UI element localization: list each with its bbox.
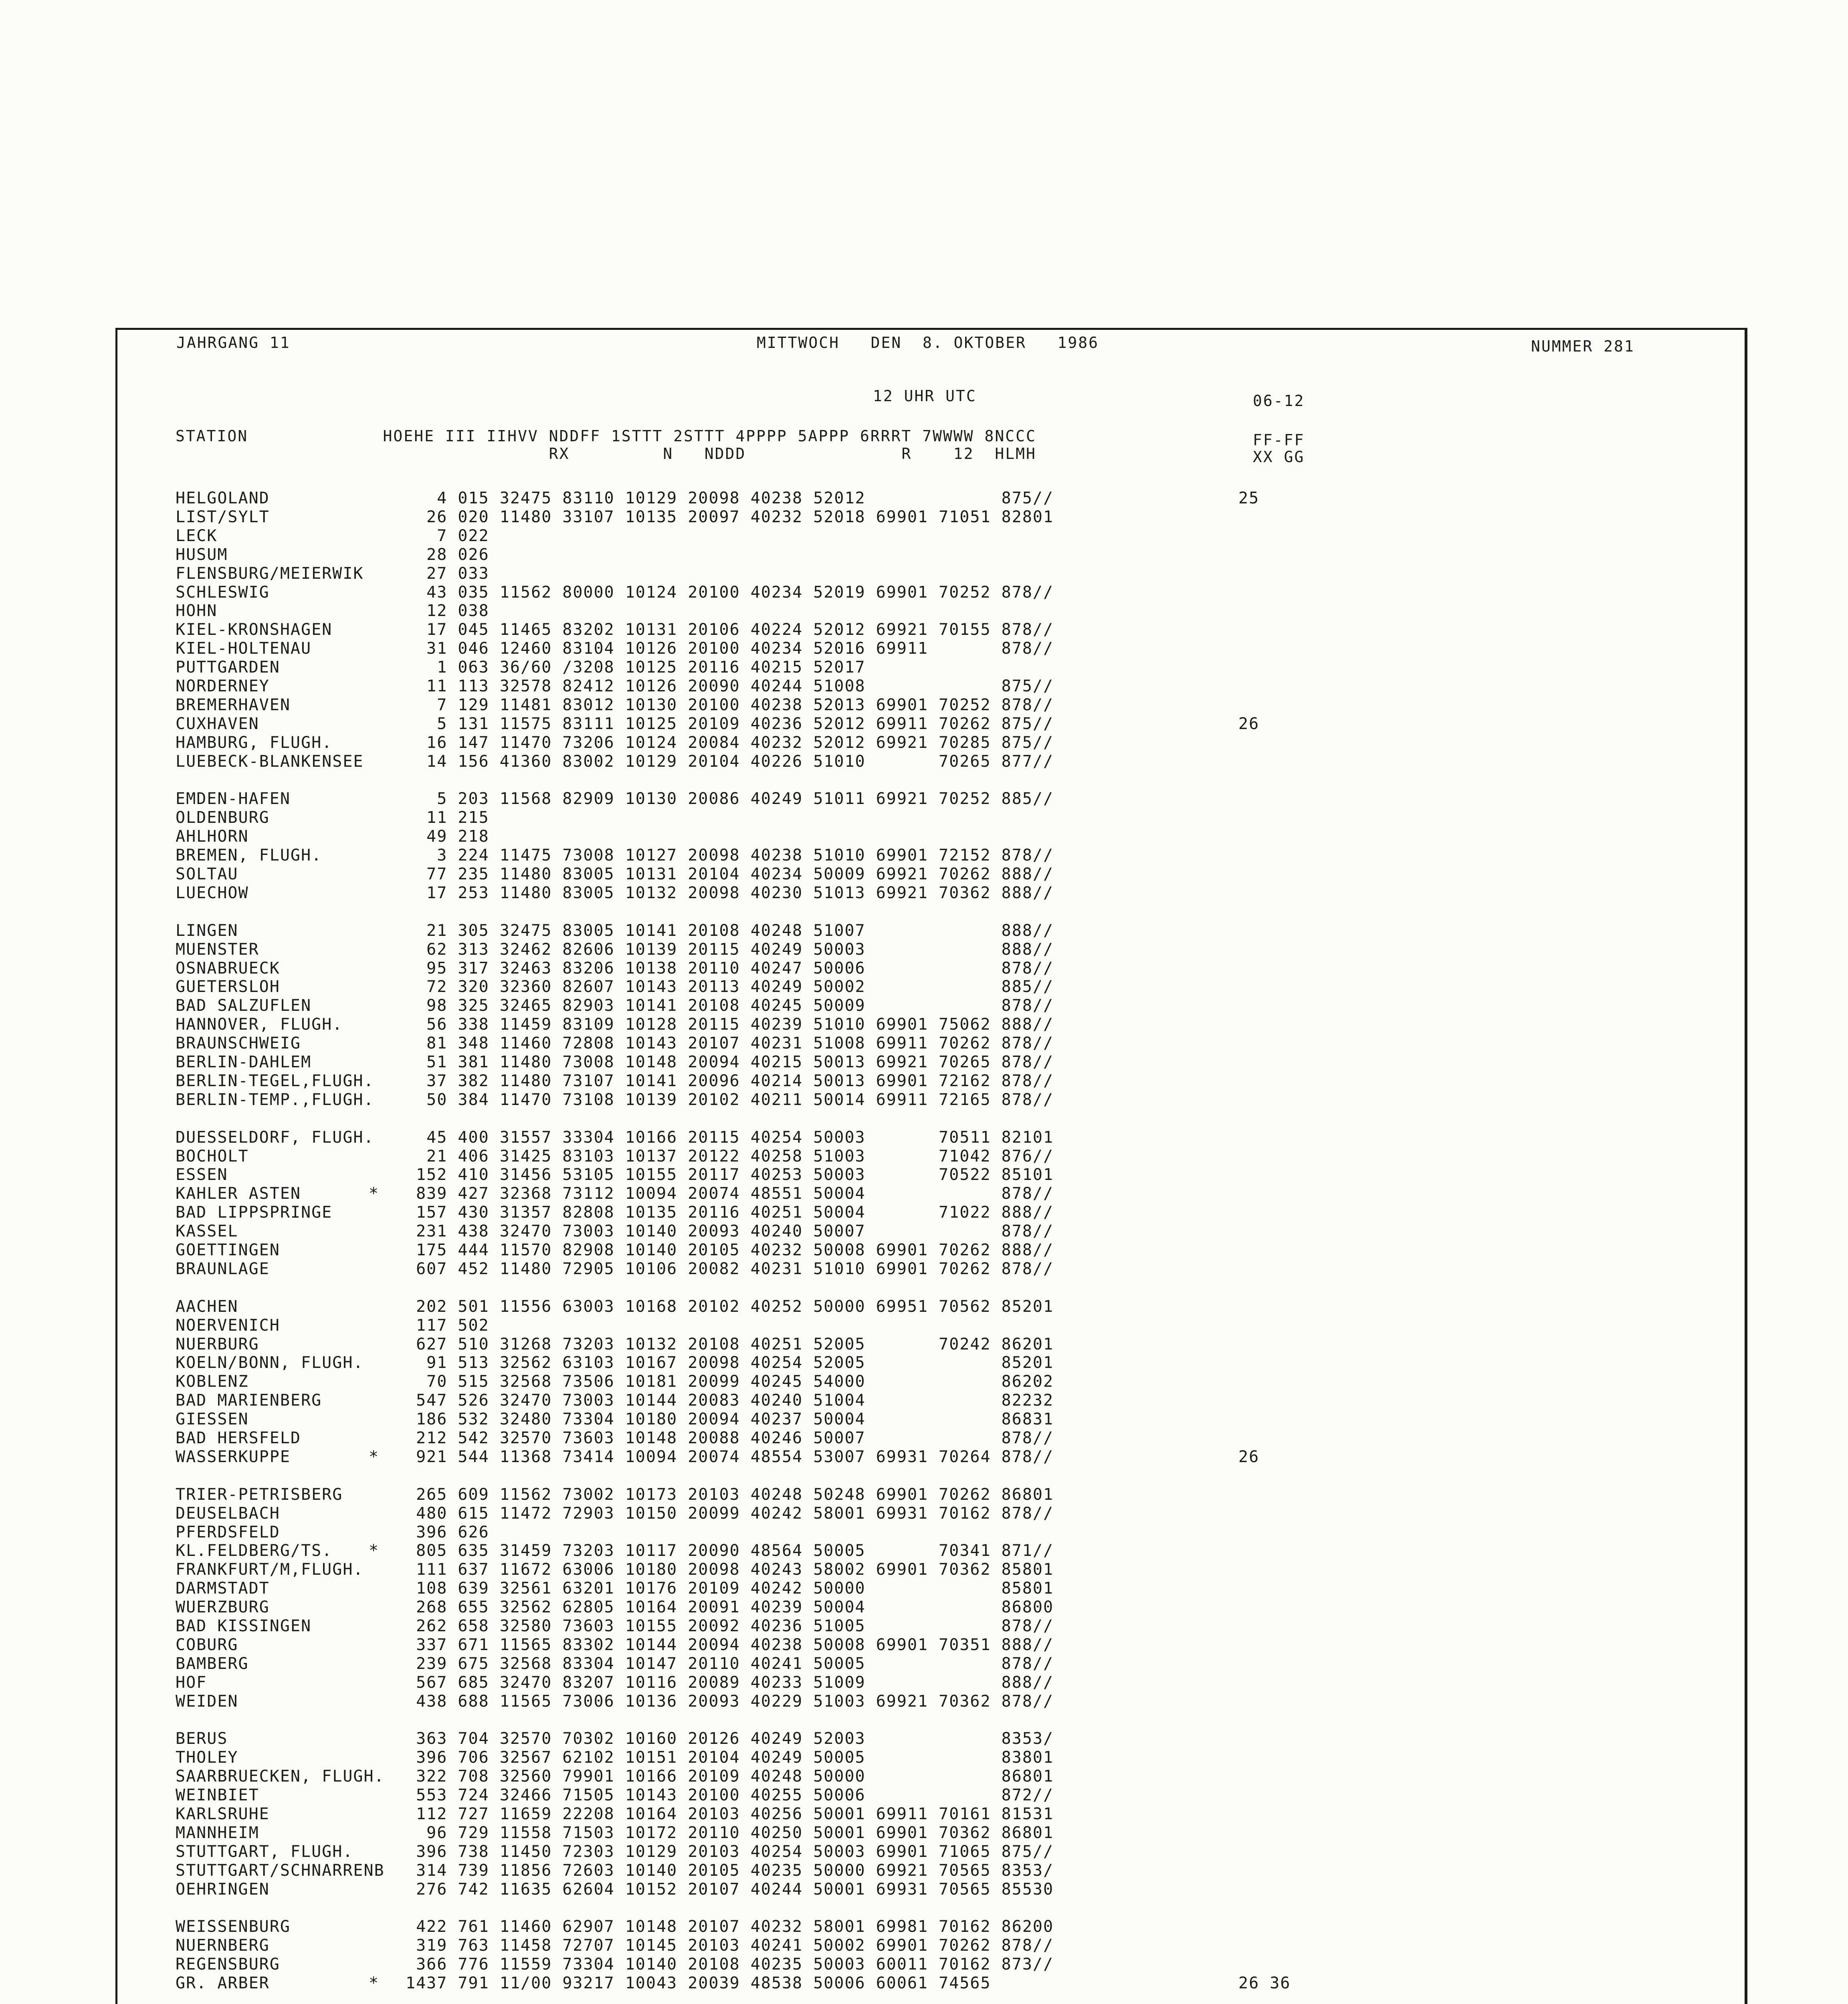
station-values: 322 708 32560 79901 10166 20109 40248 50000 86801 <box>406 1767 1054 1786</box>
station-name: GOETTINGEN <box>176 1241 280 1259</box>
station-values: 43 035 11562 80000 10124 20100 40234 52019 69901 70252 878// <box>406 583 1054 602</box>
station-name: BERLIN-TEGEL,FLUGH. <box>176 1071 374 1090</box>
station-name: HELGOLAND <box>176 489 270 507</box>
station-name: SCHLESWIG <box>176 583 270 602</box>
station-values: 111 637 11672 63006 10180 20098 40243 58002 69901 70362 85801 <box>406 1560 1054 1579</box>
side-time: 06-12 <box>1253 392 1305 410</box>
mountain-station-marker: * <box>369 1974 380 1993</box>
station-name: HOF <box>176 1673 207 1692</box>
station-values: 438 688 11565 73006 10136 20093 40229 51003 69921 70362 878// <box>406 1692 1054 1711</box>
station-name: AHLHORN <box>176 827 249 846</box>
station-name: REGENSBURG <box>176 1955 280 1974</box>
station-name: KASSEL <box>176 1222 238 1241</box>
station-name: WEIDEN <box>176 1692 238 1711</box>
station-values: 37 382 11480 73107 10141 20096 40214 50013 69901 72162 878// <box>406 1071 1054 1090</box>
station-name: AACHEN <box>176 1297 238 1316</box>
station-name: LECK <box>176 526 218 545</box>
station-values: 51 381 11480 73008 10148 20094 40215 50013 69921 70265 878// <box>406 1053 1054 1071</box>
station-values: 108 639 32561 63201 10176 20109 40242 50000 85801 <box>406 1579 1054 1598</box>
station-name: TRIER-PETRISBERG <box>176 1485 343 1504</box>
station-name: BAMBERG <box>176 1654 249 1673</box>
station-name: KOBLENZ <box>176 1372 249 1391</box>
issue-number: NUMMER 281 <box>1531 337 1635 355</box>
station-name: NOERVENICH <box>176 1316 280 1335</box>
station-values: 56 338 11459 83109 10128 20115 40239 51010 69901 75062 888// <box>406 1015 1054 1034</box>
station-name: FRANKFURT/M,FLUGH. <box>176 1560 364 1579</box>
station-name: HOHN <box>176 602 218 620</box>
station-name: WEISSENBURG <box>176 1917 291 1936</box>
station-name: KOELN/BONN, FLUGH. <box>176 1354 364 1372</box>
station-values: 152 410 31456 53105 10155 20117 40253 50003 70522 85101 <box>406 1166 1054 1184</box>
station-name: PFERDSFELD <box>176 1523 280 1541</box>
station-name: GUETERSLOH <box>176 978 280 996</box>
station-values: 112 727 11659 22208 10164 20103 40256 50001 69911 70161 81531 <box>406 1805 1054 1823</box>
station-values: 839 427 32368 73112 10094 20074 48551 50004 878// <box>406 1184 1054 1203</box>
mountain-station-marker: * <box>369 1541 380 1560</box>
station-values: 553 724 32466 71505 10143 20100 40255 50006 872// <box>406 1786 1054 1805</box>
station-values: 319 763 11458 72707 10145 20103 40241 50002 69901 70262 878// <box>406 1936 1054 1955</box>
station-values: 186 532 32480 73304 10180 20094 40237 50004 86831 <box>406 1410 1054 1429</box>
station-name: BRAUNSCHWEIG <box>176 1034 301 1053</box>
station-values: 7 129 11481 83012 10130 20100 40238 52013 69901 70252 878// <box>406 695 1054 714</box>
side-header-2: XX GG <box>1253 448 1305 466</box>
station-name: KAHLER ASTEN <box>176 1184 301 1203</box>
station-values: 396 738 11450 72303 10129 20103 40254 50003 69901 71065 875// <box>406 1842 1054 1861</box>
station-name: BRAUNLAGE <box>176 1259 270 1278</box>
side-header-1: FF-FF <box>1253 431 1305 449</box>
station-name: BREMERHAVEN <box>176 695 291 714</box>
station-values: 16 147 11470 73206 10124 20084 40232 52012 69921 70285 875// <box>406 733 1054 752</box>
mountain-station-marker: * <box>369 1447 380 1466</box>
station-values: 276 742 11635 62604 10152 20107 40244 50001 69931 70565 85530 <box>406 1880 1054 1899</box>
issue-date: MITTWOCH DEN 8. OKTOBER 1986 <box>757 334 1099 352</box>
mountain-station-marker: * <box>369 1184 380 1203</box>
station-name: LUEBECK-BLANKENSEE <box>176 752 364 771</box>
station-values: 567 685 32470 83207 10116 20089 40233 51009 888// <box>406 1673 1054 1692</box>
station-values: 17 045 11465 83202 10131 20106 40224 52012 69921 70155 878// <box>406 620 1054 639</box>
station-name: DARMSTADT <box>176 1579 270 1598</box>
station-name: KIEL-KRONSHAGEN <box>176 620 333 639</box>
station-name: OLDENBURG <box>176 808 270 827</box>
station-name: PUTTGARDEN <box>176 658 280 677</box>
station-name: WASSERKUPPE <box>176 1447 291 1466</box>
station-name: HAMBURG, FLUGH. <box>176 733 333 752</box>
station-values: 96 729 11558 71503 10172 20110 40250 50001 69901 70362 86801 <box>406 1823 1054 1842</box>
station-values: 1437 791 11/00 93217 10043 20039 48538 50006 60061 74565 <box>406 1974 991 1993</box>
station-values: 805 635 31459 73203 10117 20090 48564 50005 70341 871// <box>406 1541 1054 1560</box>
station-values: 265 609 11562 73002 10173 20103 40248 50248 69901 70262 86801 <box>406 1485 1054 1504</box>
utc-time: 12 UHR UTC <box>873 387 977 405</box>
station-name: BAD MARIENBERG <box>176 1391 322 1410</box>
station-name: CUXHAVEN <box>176 714 259 733</box>
station-name: FLENSBURG/MEIERWIK <box>176 564 364 583</box>
station-name: BREMEN, FLUGH. <box>176 846 322 865</box>
station-name: COBURG <box>176 1635 238 1654</box>
station-values: 422 761 11460 62907 10148 20107 40232 58001 69981 70162 86200 <box>406 1917 1054 1936</box>
station-name: THOLEY <box>176 1748 238 1767</box>
station-values: 117 502 <box>406 1316 489 1335</box>
station-values: 231 438 32470 73003 10140 20093 40240 50007 878// <box>406 1222 1054 1241</box>
station-values: 70 515 32568 73506 10181 20099 40245 54000 86202 <box>406 1372 1054 1391</box>
station-name: BERLIN-TEMP.,FLUGH. <box>176 1090 374 1109</box>
station-values: 31 046 12460 83104 10126 20100 40234 52016 69911 878// <box>406 639 1054 658</box>
station-values: 17 253 11480 83005 10132 20098 40230 51013 69921 70362 888// <box>406 883 1054 902</box>
station-name: GIESSEN <box>176 1410 249 1429</box>
station-values: 396 706 32567 62102 10151 20104 40249 50005 83801 <box>406 1748 1054 1767</box>
station-name: HUSUM <box>176 545 228 564</box>
station-values: 26 020 11480 33107 10135 20097 40232 52018 69901 71051 82801 <box>406 507 1054 526</box>
station-values: 921 544 11368 73414 10094 20074 48554 53007 69931 70264 878// <box>406 1447 1054 1466</box>
gust-values: 26 <box>1238 1447 1260 1466</box>
station-values: 27 033 <box>406 564 489 583</box>
station-values: 81 348 11460 72808 10143 20107 40231 51008 69911 70262 878// <box>406 1034 1054 1053</box>
station-values: 212 542 32570 73603 10148 20088 40246 50007 878// <box>406 1429 1054 1447</box>
station-name: EMDEN-HAFEN <box>176 790 291 808</box>
station-name: BERUS <box>176 1729 228 1748</box>
station-name: NORDERNEY <box>176 677 270 695</box>
station-values: 4 015 32475 83110 10129 20098 40238 52012 875// <box>406 489 1054 507</box>
station-name: WEINBIET <box>176 1786 259 1805</box>
station-name: STUTTGART/SCHNARRENB <box>176 1861 385 1880</box>
station-values: 95 317 32463 83206 10138 20110 40247 50006 878// <box>406 959 1054 978</box>
gust-values: 26 36 <box>1238 1974 1291 1993</box>
station-values: 11 215 <box>406 808 489 827</box>
station-values: 314 739 11856 72603 10140 20105 40235 50000 69921 70565 8353/ <box>406 1861 1054 1880</box>
station-values: 50 384 11470 73108 10139 20102 40211 50014 69911 72165 878// <box>406 1090 1054 1109</box>
station-name: SAARBRUECKEN, FLUGH. <box>176 1767 385 1786</box>
station-name: MANNHEIM <box>176 1823 259 1842</box>
station-values: 239 675 32568 83304 10147 20110 40241 50005 878// <box>406 1654 1054 1673</box>
station-name: LINGEN <box>176 921 238 940</box>
station-name: BERLIN-DAHLEM <box>176 1053 312 1071</box>
station-name: LIST/SYLT <box>176 507 270 526</box>
station-values: 14 156 41360 83002 10129 20104 40226 51010 70265 877// <box>406 752 1054 771</box>
station-values: 7 022 <box>406 526 489 545</box>
station-values: 547 526 32470 73003 10144 20083 40240 51004 82232 <box>406 1391 1054 1410</box>
station-name: OSNABRUECK <box>176 959 280 978</box>
station-values: 21 406 31425 83103 10137 20122 40258 51003 71042 876// <box>406 1147 1054 1166</box>
station-name: BAD LIPPSPRINGE <box>176 1203 333 1222</box>
station-values: 157 430 31357 82808 10135 20116 40251 50004 71022 888// <box>406 1203 1054 1222</box>
station-values: 268 655 32562 62805 10164 20091 40239 50004 86800 <box>406 1598 1054 1617</box>
station-values: 627 510 31268 73203 10132 20108 40251 52005 70242 86201 <box>406 1335 1054 1354</box>
station-values: 607 452 11480 72905 10106 20082 40231 51010 69901 70262 878// <box>406 1259 1054 1278</box>
station-name: ESSEN <box>176 1166 228 1184</box>
station-name: KL.FELDBERG/TS. <box>176 1541 333 1560</box>
station-values: 72 320 32360 82607 10143 20113 40249 50002 885// <box>406 978 1054 996</box>
station-name: OEHRINGEN <box>176 1880 270 1899</box>
station-values: 262 658 32580 73603 10155 20092 40236 51005 878// <box>406 1617 1054 1635</box>
station-name: BAD KISSINGEN <box>176 1617 312 1635</box>
station-name: SOLTAU <box>176 865 238 883</box>
station-name: BAD HERSFELD <box>176 1429 301 1447</box>
station-values: 28 026 <box>406 545 489 564</box>
gust-values: 25 <box>1238 489 1260 507</box>
station-name: HANNOVER, FLUGH. <box>176 1015 343 1034</box>
station-name: NUERBURG <box>176 1335 259 1354</box>
station-values: 45 400 31557 33304 10166 20115 40254 50003 70511 82101 <box>406 1128 1054 1147</box>
column-header-2: RX N NDDD R 12 HLMH <box>176 445 1036 463</box>
station-name: NUERNBERG <box>176 1936 270 1955</box>
station-values: 480 615 11472 72903 10150 20099 40242 58001 69931 70162 878// <box>406 1504 1054 1523</box>
station-values: 337 671 11565 83302 10144 20094 40238 50008 69901 70351 888// <box>406 1635 1054 1654</box>
station-values: 21 305 32475 83005 10141 20108 40248 51007 888// <box>406 921 1054 940</box>
station-values: 77 235 11480 83005 10131 20104 40234 50009 69921 70262 888// <box>406 865 1054 883</box>
station-values: 12 038 <box>406 602 489 620</box>
station-values: 62 313 32462 82606 10139 20115 40249 50003 888// <box>406 940 1054 959</box>
station-name: DEUSELBACH <box>176 1504 280 1523</box>
station-values: 366 776 11559 73304 10140 20108 40235 50003 60011 70162 873// <box>406 1955 1054 1974</box>
station-name: BOCHOLT <box>176 1147 249 1166</box>
station-name: WUERZBURG <box>176 1598 270 1617</box>
station-values: 5 131 11575 83111 10125 20109 40236 52012 69911 70262 875// <box>406 714 1054 733</box>
jahrgang: JAHRGANG 11 <box>176 334 291 352</box>
station-name: KARLSRUHE <box>176 1805 270 1823</box>
station-name: DUESSELDORF, FLUGH. <box>176 1128 374 1147</box>
station-name: KIEL-HOLTENAU <box>176 639 312 658</box>
station-values: 91 513 32562 63103 10167 20098 40254 52005 85201 <box>406 1354 1054 1372</box>
station-values: 3 224 11475 73008 10127 20098 40238 51010 69901 72152 878// <box>406 846 1054 865</box>
station-values: 396 626 <box>406 1523 489 1541</box>
station-name: STUTTGART, FLUGH. <box>176 1842 353 1861</box>
station-values: 202 501 11556 63003 10168 20102 40252 50000 69951 70562 85201 <box>406 1297 1054 1316</box>
station-values: 175 444 11570 82908 10140 20105 40232 50008 69901 70262 888// <box>406 1241 1054 1259</box>
station-values: 363 704 32570 70302 10160 20126 40249 52003 8353/ <box>406 1729 1054 1748</box>
station-name: MUENSTER <box>176 940 259 959</box>
station-values: 1 063 36/60 /3208 10125 20116 40215 52017 <box>406 658 866 677</box>
column-header-1: STATION HOEHE III IIHVV NDDFF 1STTT 2STTT 4PPPP 5APPP 6RRRT 7WWWW 8NCCC <box>176 427 1036 445</box>
station-name: BAD SALZUFLEN <box>176 996 312 1015</box>
station-values: 49 218 <box>406 827 489 846</box>
station-values: 11 113 32578 82412 10126 20090 40244 51008 875// <box>406 677 1054 695</box>
station-name: LUECHOW <box>176 883 249 902</box>
station-values: 5 203 11568 82909 10130 20086 40249 51011 69921 70252 885// <box>406 790 1054 808</box>
station-values: 98 325 32465 82903 10141 20108 40245 50009 878// <box>406 996 1054 1015</box>
gust-values: 26 <box>1238 714 1260 733</box>
station-name: GR. ARBER <box>176 1974 270 1993</box>
